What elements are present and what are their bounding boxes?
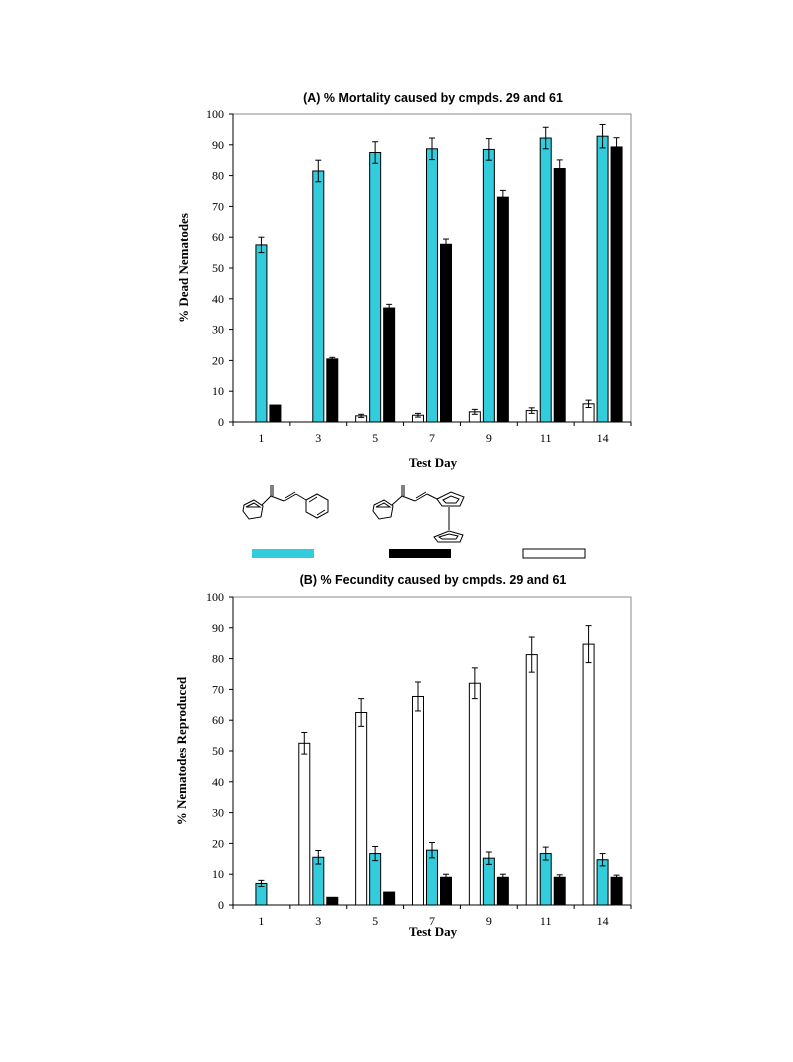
mortality-x-tick-label: 14 (596, 431, 609, 445)
fecundity-y-tick-label: 10 (212, 867, 224, 882)
fecundity-y-tick-label: 0 (218, 898, 224, 912)
fecundity-bar (370, 854, 381, 905)
mortality-bar (327, 359, 338, 422)
mortality-y-tick-label: 100 (206, 107, 224, 121)
fecundity-bar (356, 713, 367, 906)
mortality-x-tick-label: 1 (258, 431, 265, 445)
fecundity-y-tick-label: 20 (212, 836, 224, 851)
mortality-x-tick-label: 9 (485, 431, 492, 445)
mortality-bar (384, 308, 395, 422)
fecundity-bar (327, 897, 338, 905)
fecundity-chart-ylabel: % Nematodes Reproduced (174, 676, 189, 826)
compound-61-structure (373, 485, 464, 542)
mortality-chart-title: (A) % Mortality caused by cmpds. 29 and 61 (303, 91, 563, 105)
fecundity-bar (427, 850, 438, 905)
fecundity-bar (611, 877, 622, 905)
fecundity-bar (469, 683, 480, 905)
fecundity-bar (597, 860, 608, 905)
fecundity-chart (174, 573, 631, 939)
mortality-y-tick-label: 60 (212, 230, 224, 245)
legend-swatch-cyan (252, 549, 314, 558)
fecundity-y-tick-label: 40 (212, 774, 224, 789)
mortality-bar (441, 244, 452, 422)
mortality-bar (313, 171, 324, 422)
mortality-y-tick-label: 40 (212, 291, 224, 306)
fecundity-x-tick-label: 14 (596, 914, 609, 928)
fecundity-y-tick-label: 50 (212, 744, 224, 758)
fecundity-y-tick-label: 70 (212, 682, 224, 697)
fecundity-bar (384, 892, 395, 905)
mortality-bar (370, 153, 381, 423)
fecundity-x-tick-label: 5 (372, 914, 379, 928)
fecundity-bar (540, 854, 551, 905)
mortality-x-tick-label: 11 (539, 431, 552, 445)
mortality-bar (554, 169, 565, 422)
mortality-y-tick-label: 80 (212, 168, 224, 183)
fecundity-bar (497, 877, 508, 905)
mortality-y-tick-label: 90 (212, 137, 224, 152)
mortality-y-tick-label: 50 (212, 261, 224, 275)
mortality-bar (256, 245, 267, 422)
fecundity-bar (483, 858, 494, 905)
mortality-y-tick-label: 10 (212, 384, 224, 399)
fecundity-x-tick-label: 7 (429, 914, 435, 928)
fecundity-bar (554, 877, 565, 905)
legend-swatch-black (389, 549, 451, 558)
mortality-y-tick-label: 70 (212, 199, 224, 214)
mortality-chart-ylabel: % Dead Nematodes (176, 213, 191, 323)
mortality-bar (270, 405, 281, 422)
mortality-x-tick-label: 5 (372, 431, 379, 445)
fecundity-chart-xlabel: Test Day (408, 924, 458, 939)
fecundity-y-tick-label: 100 (206, 590, 224, 604)
mortality-x-tick-label: 7 (429, 431, 435, 445)
fecundity-bar (583, 644, 594, 905)
fecundity-y-tick-label: 30 (212, 805, 224, 820)
mortality-chart (176, 91, 631, 470)
fecundity-y-tick-label: 80 (212, 651, 224, 666)
fecundity-y-tick-label: 60 (212, 713, 224, 728)
mortality-y-tick-label: 30 (212, 322, 224, 337)
fecundity-bar (526, 655, 537, 905)
fecundity-chart-title: (B) % Fecundity caused by cmpds. 29 and 61 (299, 573, 567, 587)
compound-29-structure (243, 485, 328, 519)
fecundity-bar (441, 877, 452, 905)
mortality-bar (427, 149, 438, 422)
fecundity-x-tick-label: 9 (485, 914, 492, 928)
mortality-bar (597, 136, 608, 422)
mortality-bar (483, 149, 494, 422)
fecundity-x-tick-label: 3 (315, 914, 322, 928)
mortality-x-tick-label: 3 (315, 431, 322, 445)
mortality-bar (611, 147, 622, 422)
mortality-bar (497, 197, 508, 422)
mortality-y-tick-label: 0 (218, 415, 224, 429)
fecundity-x-tick-label: 11 (539, 914, 552, 928)
compound-legend (243, 485, 585, 558)
fecundity-x-tick-label: 1 (258, 914, 265, 928)
fecundity-bar (413, 696, 424, 905)
mortality-y-tick-label: 20 (212, 353, 224, 368)
fecundity-y-tick-label: 90 (212, 620, 224, 635)
legend-swatch-white (523, 549, 585, 558)
mortality-bar (540, 138, 551, 422)
mortality-chart-xlabel: Test Day (408, 455, 458, 470)
fecundity-bar (299, 743, 310, 905)
